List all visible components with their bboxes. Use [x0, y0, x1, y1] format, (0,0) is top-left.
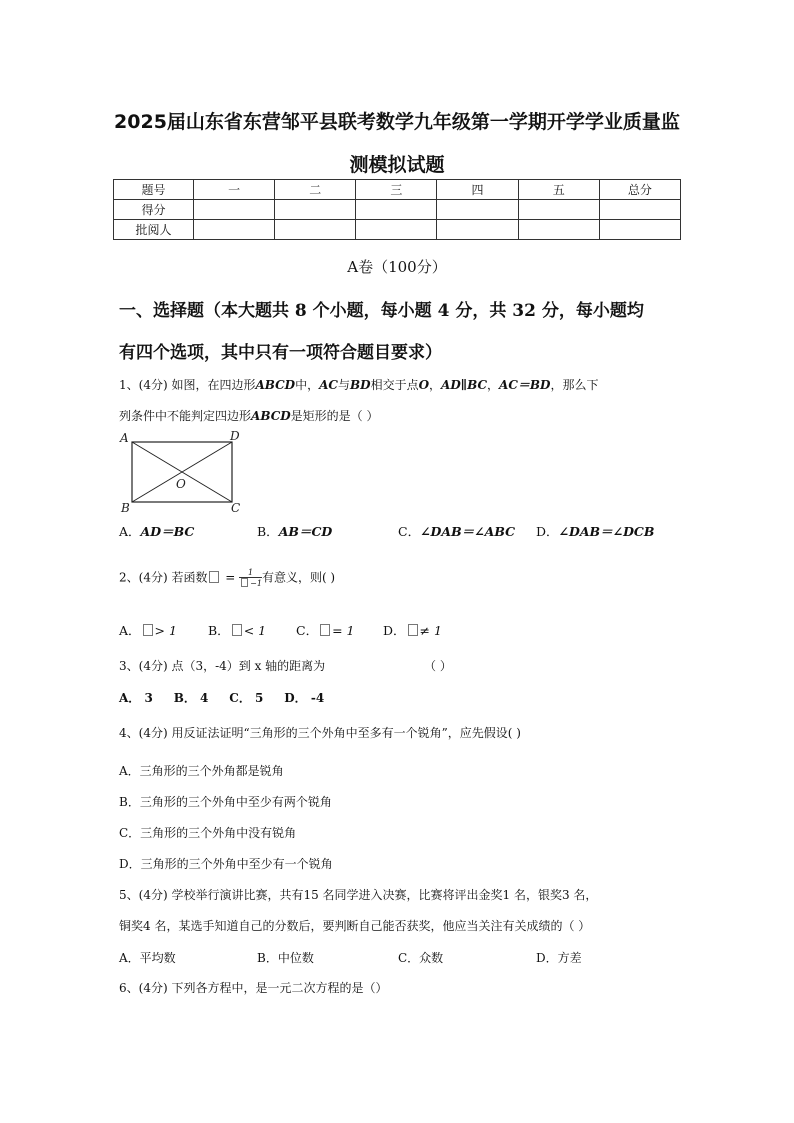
option-label: C．: [296, 623, 319, 638]
quadrilateral-figure: [114, 428, 244, 518]
q1-math: AC＝BD: [499, 378, 551, 392]
variable-placeholder-box: [143, 624, 153, 636]
q5-option-c: C．众数: [398, 951, 444, 965]
q2-option-b: [208, 621, 266, 639]
option-label: B．: [257, 524, 279, 539]
q1-option-a: [119, 522, 194, 540]
q1-text: 相交于点: [370, 378, 419, 392]
fraction-denominator: −1: [250, 579, 262, 588]
exam-title-line2: 测模拟试题: [349, 154, 445, 176]
question-1-line2: [119, 407, 378, 424]
score-cell: [599, 200, 680, 220]
q1-math: BD: [350, 378, 371, 392]
q5-option-b: B．中位数: [257, 951, 314, 965]
variable-placeholder-box: [408, 624, 418, 636]
option-text: ∠DAB＝∠ABC: [420, 524, 516, 539]
option-text: < 1: [243, 623, 267, 638]
score-table: [113, 179, 681, 240]
option-label: B．: [208, 623, 230, 638]
section-heading-line1: 一、选择题（本大题共 8 个小题，每小题 4 分，共 32 分，每小题均: [119, 301, 644, 321]
score-cell: [437, 200, 518, 220]
option-text: ∠DAB＝∠DCB: [558, 524, 655, 539]
variable-placeholder-box: [320, 624, 330, 636]
score-header-cell: 三: [356, 180, 437, 200]
q2-option-c: [296, 621, 354, 639]
score-cell: [275, 200, 356, 220]
variable-placeholder-box: [209, 571, 219, 583]
intersection-label-o: O: [176, 477, 186, 491]
variable-placeholder-box: [241, 578, 248, 587]
score-cell: [356, 220, 437, 240]
volume-heading: A卷（100分）: [347, 258, 447, 276]
q1-math: AC: [319, 378, 338, 392]
score-cell: [275, 220, 356, 240]
q4-option-a: A．三角形的三个外角都是锐角: [119, 764, 284, 778]
question-6: 6、(4分) 下列各方程中，是一元二次方程的是（）: [119, 981, 388, 995]
variable-placeholder-box: [232, 624, 242, 636]
score-cell: [194, 200, 275, 220]
option-label: C．: [398, 524, 421, 539]
score-header-cell: 二: [275, 180, 356, 200]
q3-options: A． 3 B． 4 C． 5 D． -4: [119, 691, 325, 705]
question-5-line1: 5、(4分) 学校举行演讲比赛，共有15 名同学进入决赛，比赛将评出金奖1 名，银奖3 名，: [119, 888, 598, 902]
q4-option-c: C．三角形的三个外角中没有锐角: [119, 826, 297, 840]
q1-math: ABCD: [255, 378, 296, 392]
score-table-row: [114, 220, 681, 240]
option-label: D．: [383, 623, 406, 638]
option-text: AD＝BC: [140, 524, 195, 539]
score-cell: [518, 220, 599, 240]
score-header-cell: 一: [194, 180, 275, 200]
q5-option-a: A．平均数: [119, 951, 176, 965]
score-header-cell: 五: [518, 180, 599, 200]
q1-math: O: [418, 378, 430, 392]
score-table-row: [114, 200, 681, 220]
question-3-paren: （ ）: [424, 659, 452, 673]
vertex-label-d: D: [230, 429, 240, 443]
q1-text: 1、(4分) 如图，在四边形: [119, 378, 256, 392]
option-label: A．: [119, 524, 141, 539]
question-5-line2: 铜奖4 名，某选手知道自己的分数后，要判断自己能否获奖，他应当关注有关成绩的（ ）: [119, 919, 591, 933]
q2-text: 有意义，则( ): [261, 570, 336, 585]
q5-option-d: D．方差: [536, 951, 582, 965]
question-1-line1: [119, 376, 598, 393]
score-header-cell: 总分: [599, 180, 680, 200]
q2-text: =: [221, 570, 240, 585]
q1-text: 是矩形的是（ ）: [290, 409, 379, 423]
vertex-label-b: B: [121, 501, 130, 515]
q1-math: ABCD: [251, 409, 291, 423]
question-2: [119, 568, 335, 588]
q1-text: ，: [487, 378, 500, 392]
question-4: 4、(4分) 用反证法证明“三角形的三个外角中至多有一个锐角”，应先假设( ): [119, 726, 521, 740]
score-row-label: 得分: [114, 200, 194, 220]
q1-option-c: [398, 522, 515, 540]
score-table-header-row: [114, 180, 681, 200]
option-text: ≠ 1: [419, 623, 442, 638]
option-text: > 1: [154, 623, 177, 638]
option-text: = 1: [332, 623, 355, 638]
question-3: 3、(4分) 点（3，-4）到 x 轴的距离为: [119, 659, 326, 673]
score-cell: [599, 220, 680, 240]
vertex-label-a: A: [120, 431, 129, 445]
q1-option-d: [536, 522, 654, 540]
q1-text: 与: [337, 378, 350, 392]
q1-text: 列条件中不能判定四边形: [119, 409, 252, 423]
exam-title-line1: 2025届山东省东营邹平县联考数学九年级第一学期开学学业质量监: [114, 111, 680, 133]
q1-option-b: [257, 522, 332, 540]
q1-text: ，那么下: [550, 378, 599, 392]
q1-text: 中，: [295, 378, 320, 392]
fraction-numerator: 1: [239, 568, 262, 578]
section-heading-line2: 有四个选项，其中只有一项符合题目要求）: [119, 343, 442, 363]
q4-option-b: B．三角形的三个外角中至少有两个锐角: [119, 795, 332, 809]
score-cell: [518, 200, 599, 220]
q1-math: AD∥BC: [441, 378, 488, 392]
q2-option-a: [119, 621, 177, 639]
q2-option-d: [383, 621, 442, 639]
score-cell: [356, 200, 437, 220]
q2-fraction: [239, 568, 262, 588]
option-label: D．: [536, 524, 559, 539]
q1-text: ，: [429, 378, 442, 392]
score-row-label: 批阅人: [114, 220, 194, 240]
score-cell: [437, 220, 518, 240]
score-header-cell: 题号: [114, 180, 194, 200]
q2-text: 2、(4分) 若函数: [119, 570, 208, 585]
score-cell: [194, 220, 275, 240]
option-text: AB＝CD: [278, 524, 333, 539]
score-header-cell: 四: [437, 180, 518, 200]
option-label: A．: [119, 623, 141, 638]
vertex-label-c: C: [231, 501, 241, 515]
q4-option-d: D．三角形的三个外角中至少有一个锐角: [119, 857, 333, 871]
